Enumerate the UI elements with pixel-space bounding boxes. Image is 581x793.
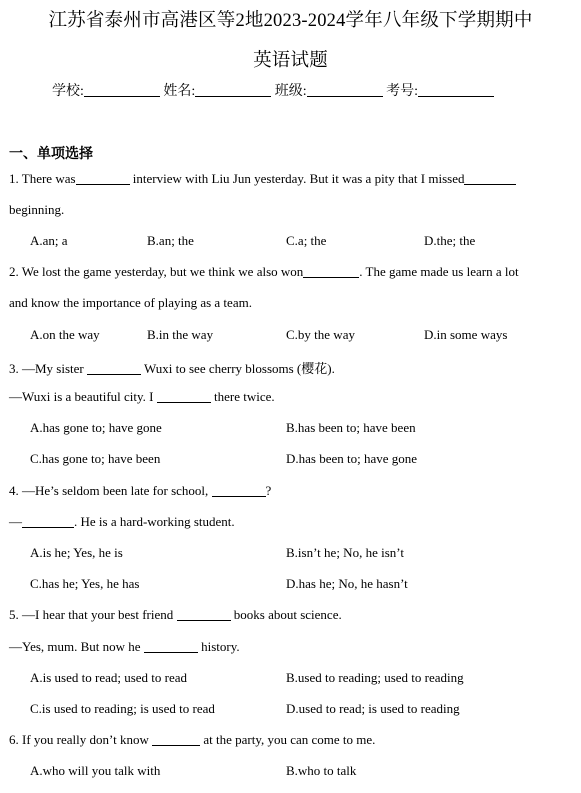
question-text: —I hear that your best friend: [22, 607, 174, 622]
section-title: 一、单项选择: [9, 147, 93, 162]
question-text: —My sister: [22, 361, 84, 376]
option-a[interactable]: A.is used to read; used to read: [30, 670, 188, 685]
question-text: —: [9, 514, 22, 529]
name-blank[interactable]: [195, 82, 271, 97]
option-d[interactable]: D.has been to; have gone: [286, 451, 418, 466]
answer-blank: [144, 639, 198, 653]
option-b[interactable]: B.has been to; have been: [286, 420, 416, 435]
school-blank[interactable]: [84, 82, 160, 97]
question-text: —Yes, mum. But now he: [9, 639, 141, 654]
option-b[interactable]: B.in the way: [147, 327, 214, 342]
question-line-2: [9, 389, 275, 405]
option-b[interactable]: B.an; the: [147, 233, 194, 248]
question-number: 2.: [9, 264, 19, 279]
question-text: —He’s seldom been late for school,: [22, 483, 209, 498]
question-text: If you really don’t know: [22, 732, 149, 747]
question-text: —Wuxi is a beautiful city. I: [9, 389, 154, 404]
question-1: [9, 171, 516, 187]
school-label: 学校:: [52, 84, 84, 99]
answer-blank: [157, 389, 211, 403]
answer-blank: [87, 361, 141, 375]
option-c[interactable]: C.a; the: [286, 233, 327, 248]
question-5: [9, 607, 342, 623]
option-c[interactable]: C.by the way: [286, 327, 355, 342]
question-text: beginning.: [9, 202, 65, 217]
name-label: 姓名:: [163, 84, 196, 99]
answer-blank: [303, 264, 359, 278]
question-text: We lost the game yesterday, but we think we also won: [21, 264, 304, 279]
question-text: . The game made us learn a lot: [359, 264, 519, 279]
option-a[interactable]: A.an; a: [30, 233, 68, 248]
option-a[interactable]: A.is he; Yes, he is: [30, 545, 123, 560]
question-number: 3.: [9, 361, 19, 376]
option-b[interactable]: B.used to reading; used to reading: [286, 670, 464, 685]
question-text: and know the importance of playing as a team.: [9, 295, 252, 310]
option-b[interactable]: B.who to talk: [286, 763, 357, 778]
question-4: [9, 483, 271, 499]
answer-blank: [177, 607, 231, 621]
question-6: [9, 732, 375, 748]
class-label: 班级:: [274, 84, 307, 99]
answer-blank: [76, 171, 130, 185]
student-info-row: [52, 80, 494, 100]
question-text: at the party, you can come to me.: [203, 732, 376, 747]
question-text: history.: [201, 639, 240, 654]
option-a[interactable]: A.who will you talk with: [30, 763, 161, 778]
option-d[interactable]: D.the; the: [424, 233, 476, 248]
document-subtitle: 英语试题: [253, 51, 328, 71]
question-text: Wuxi to see cherry blossoms (樱花).: [144, 361, 335, 376]
question-text: there twice.: [214, 389, 275, 404]
option-c[interactable]: C.is used to reading; is used to read: [30, 701, 215, 716]
question-3: [9, 358, 335, 377]
answer-blank: [152, 732, 200, 746]
option-d[interactable]: D.in some ways: [424, 327, 508, 342]
question-text: books about science.: [233, 607, 342, 622]
question-line-2: [9, 639, 240, 655]
question-text: ?: [265, 483, 272, 498]
option-a[interactable]: A.has gone to; have gone: [30, 420, 162, 435]
exam-no-label: 考号:: [386, 84, 419, 99]
option-b[interactable]: B.isn’t he; No, he isn’t: [286, 545, 404, 560]
question-text: . He is a hard-working student.: [74, 514, 235, 529]
answer-blank: [212, 483, 266, 497]
question-number: 4.: [9, 483, 19, 498]
option-d[interactable]: D.has he; No, he hasn’t: [286, 576, 408, 591]
document-title: 江苏省泰州市高港区等2地2023-2024学年八年级下学期期中: [48, 11, 533, 31]
option-c[interactable]: C.has he; Yes, he has: [30, 576, 140, 591]
question-line-2: [9, 514, 235, 530]
answer-blank: [22, 514, 74, 528]
question-2: [9, 264, 519, 280]
option-d[interactable]: D.used to read; is used to reading: [286, 701, 460, 716]
question-text: There was: [21, 171, 76, 186]
option-a[interactable]: A.on the way: [30, 327, 100, 342]
answer-blank: [464, 171, 516, 185]
question-text: interview with Liu Jun yesterday. But it was a pity that I missed: [132, 171, 465, 186]
exam-no-blank[interactable]: [418, 82, 494, 97]
question-number: 6.: [9, 732, 19, 747]
class-blank[interactable]: [307, 82, 383, 97]
question-number: 1.: [9, 171, 19, 186]
option-c[interactable]: C.has gone to; have been: [30, 451, 161, 466]
question-number: 5.: [9, 607, 19, 622]
